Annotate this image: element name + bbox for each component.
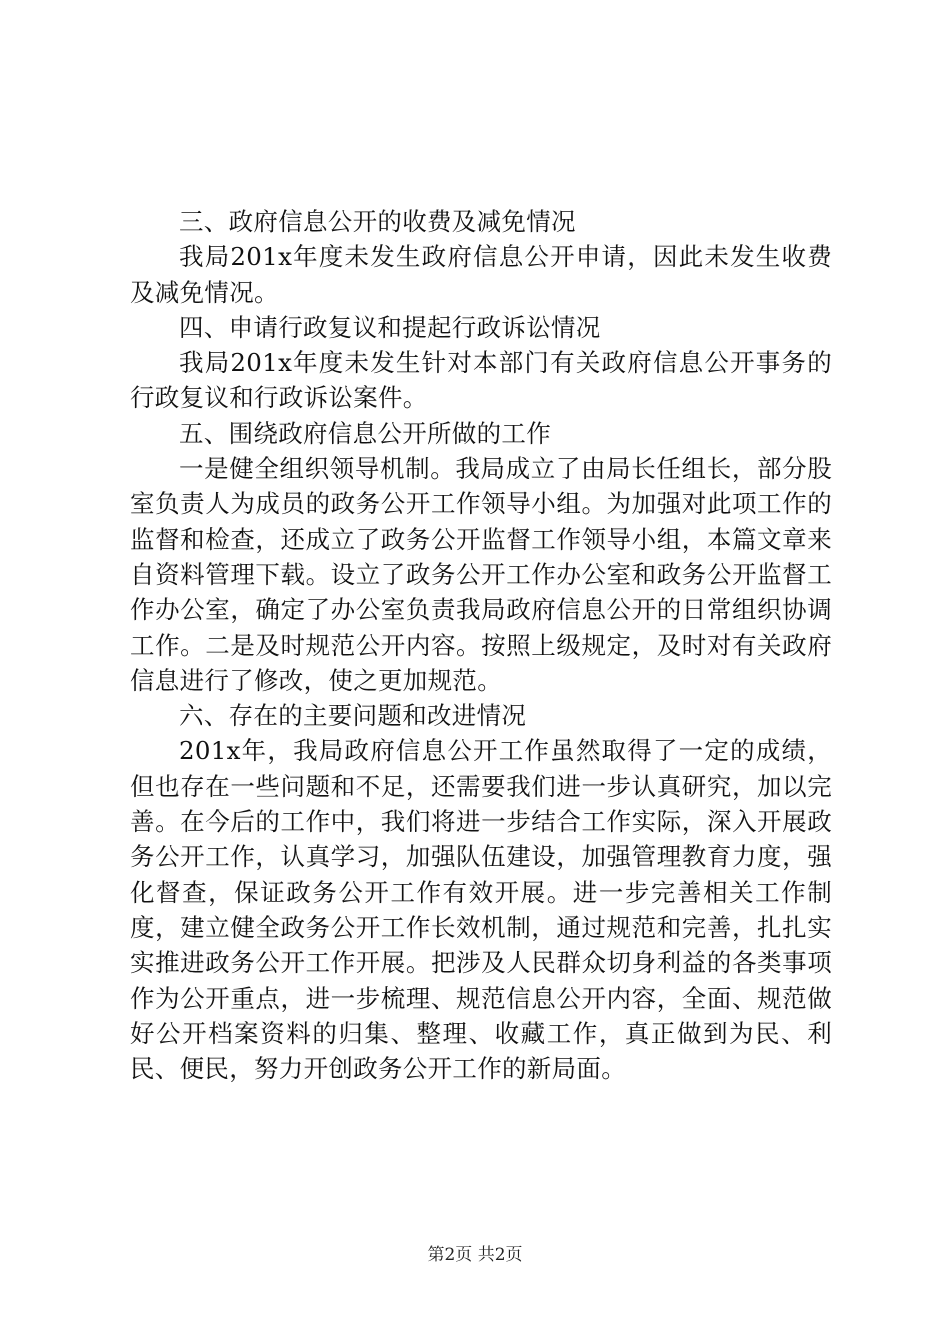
section-body-problems: 201x年，我局政府信息公开工作虽然取得了一定的成绩，但也存在一些问题和不足，还需要我们进一步认真研究，加以完善。在今后的工作中，我们将进一步结合工作实际，深入开展政务公开工作，认真学习，加强队伍建设，加强管理教育力度，强化督查，保证政务公开工作有效开展。进一步完善相关工作制度，建立健全政务公开工作长效机制，通过规范和完善，扎扎实实推进政务公开工作开展。把涉及人民群众切身利益的各类事项作为公开重点，进一步梳理、规范信息公开内容，全面、规范做好公开档案资料的归集、整理、收藏工作，真正做到为民、利民、便民，努力开创政务公开工作的新局面。 — [130, 736, 832, 1084]
section-heading-work-done: 五、围绕政府信息公开所做的工作 — [179, 418, 551, 448]
section-body-review-litigation: 我局201x年度未发生针对本部门有关政府信息公开事务的行政复议和行政诉讼案件。 — [130, 348, 832, 413]
section-body-work-done: 一是健全组织领导机制。我局成立了由局长任组长，部分股室负责人为成员的政务公开工作领导小组。为加强对此项工作的监督和检查，还成立了政务公开监督工作领导小组，本篇文章来自资料管理下载。设立了政务公开工作办公室和政务公开监督工作办公室，确定了办公室负责我局政府信息公开的日常组织协调工作。二是及时规范公开内容。按照上级规定，及时对有关政府信息进行了修改，使之更加规范。 — [130, 454, 832, 695]
section-heading-problems: 六、存在的主要问题和改进情况 — [179, 701, 527, 731]
section-body-fees: 我局201x年度未发生政府信息公开申请，因此未发生收费及减免情况。 — [130, 242, 832, 307]
page-footer: 第2页 共2页 — [427, 1245, 523, 1265]
document-body — [130, 204, 832, 1086]
section-heading-fees: 三、政府信息公开的收费及减免情况 — [179, 207, 576, 236]
section-heading-review-litigation: 四、申请行政复议和提起行政诉讼情况 — [179, 312, 601, 342]
